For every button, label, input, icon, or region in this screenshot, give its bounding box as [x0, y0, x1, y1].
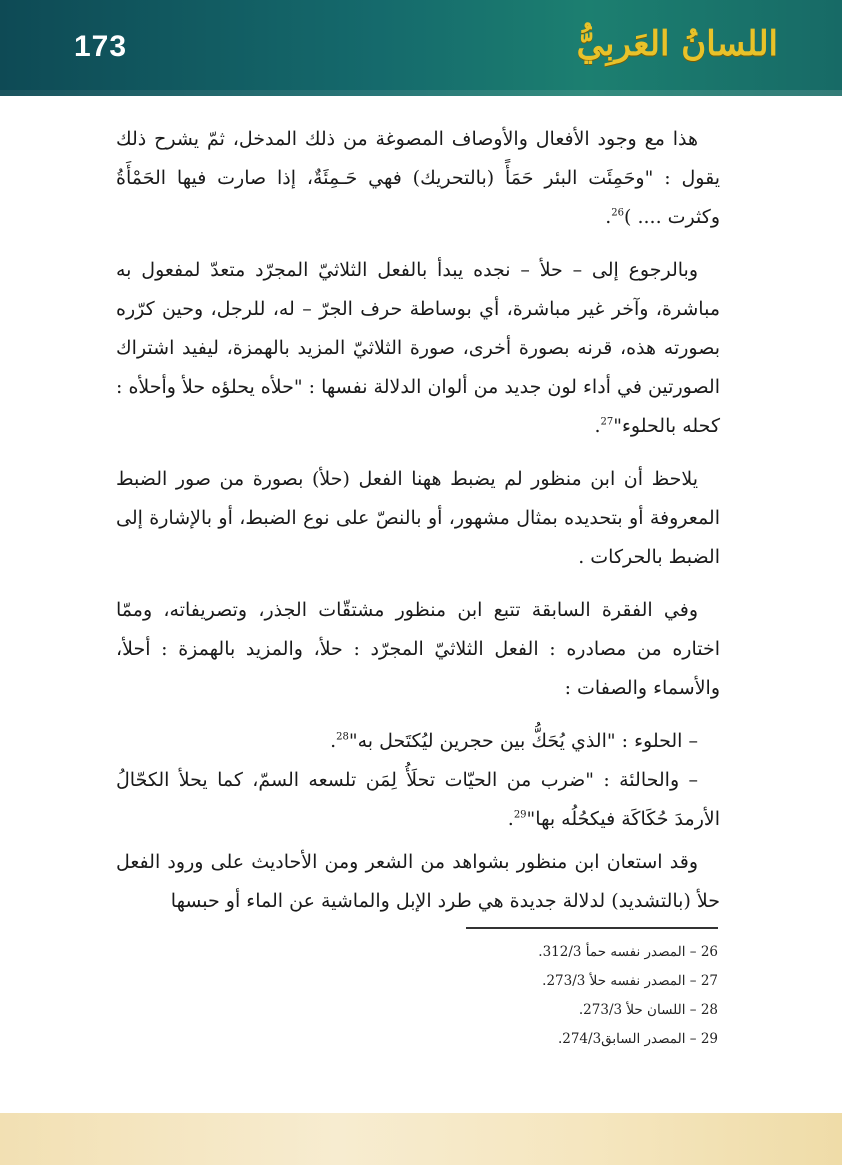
list-item-2-text: – والحالئة : "ضرب من الحيّات تحلَأُ لِمَن تلسعه السمّ، كما يحلأ الكحّالُ الأرمدَ حُكَاكَة فيكحُلُه بها"	[116, 769, 720, 830]
journal-logo: اللسانُ العَربِيُّ	[576, 24, 778, 64]
list-item-1-text: – الحلوء : "الذي يُحَكُّ بين حجرين ليُكتَحل به"	[348, 730, 698, 752]
footnote-26: 26 – المصدر نفسه حمأ 312/3.	[538, 944, 718, 960]
footer-band	[0, 1113, 842, 1165]
list-item-1-end: .	[330, 730, 337, 752]
paragraph-1-text: هذا مع وجود الأفعال والأوصاف المصوغة من ذلك المدخل، ثمّ يشرح ذلك يقول : "وحَمِئَت البئر حَمَأً (بالتحريك) فهي حَـمِئَةٌ، إذا صارت فيها الحَمْأَةُ وكثرت .... )	[116, 128, 720, 228]
footnote-ref-28[interactable]: 28	[336, 731, 349, 743]
paragraph-5: وقد استعان ابن منظور بشواهد من الشعر ومن الأحاديث على ورود الفعل حلأ (بالتشديد) لدلالة جديدة هي طرد الإبل والماشية عن الماء أو حبسها	[116, 851, 720, 912]
paragraph-2-end: .	[594, 415, 601, 437]
header-band	[0, 0, 842, 96]
paragraph-3: يلاحظ أن ابن منظور لم يضبط ههنا الفعل (حلأ) بصورة من صور الضبط المعروفة أو بتحديده بمثال مشهور، أو بالنصّ على نوع الضبط، أو بالإشارة إلى الضبط بالحركات .	[116, 468, 720, 568]
footnote-ref-29[interactable]: 29	[513, 809, 527, 821]
article-body	[116, 120, 720, 921]
list-item	[116, 722, 720, 761]
footnote-29: 29 – المصدر السابق274/3.	[557, 1031, 718, 1047]
list-item	[116, 761, 720, 839]
footnote-ref-27[interactable]: 27	[600, 416, 614, 428]
paragraph-2	[116, 251, 720, 446]
footnote-divider	[466, 927, 718, 929]
footnote-27: 27 – المصدر نفسه حلأ 273/3.	[542, 973, 718, 989]
footnotes	[420, 938, 718, 1054]
paragraph-4: وفي الفقرة السابقة تتبع ابن منظور مشتقّات الجذر، وتصريفاته، وممّا اختاره من مصادره : الفعل الثلاثيّ المجرّد : حلأ، والمزيد بالهمزة : أحلأ، والأسماء والصفات :	[116, 599, 720, 699]
paragraph-1	[116, 120, 720, 237]
page-number: 173	[74, 30, 128, 63]
paragraph-2-text: وبالرجوع إلى – حلأ – نجده يبدأ بالفعل الثلاثيّ المجرّد متعدّ لمفعول به مباشرة، وآخر غير مباشرة، أي بوساطة حرف الجرّ – له، للرجل، وحين كرّره بصورته هذه، قرنه بصورة أخرى، صورة الثلاثيّ المزيد بالهمزة، ليفيد اشتراك الصورتين في أداء لون جديد من ألوان الدلالة نفسها : "حلأه يحلؤه حلأ وأحلأه : كحله بالحلوء"	[116, 259, 720, 437]
paragraph-1-end: .	[605, 206, 612, 228]
footnote-ref-26[interactable]: 26	[611, 207, 625, 219]
list-item-2-end: .	[507, 808, 514, 830]
footnote-28: 28 – اللسان حلأ 273/3.	[578, 1002, 718, 1018]
